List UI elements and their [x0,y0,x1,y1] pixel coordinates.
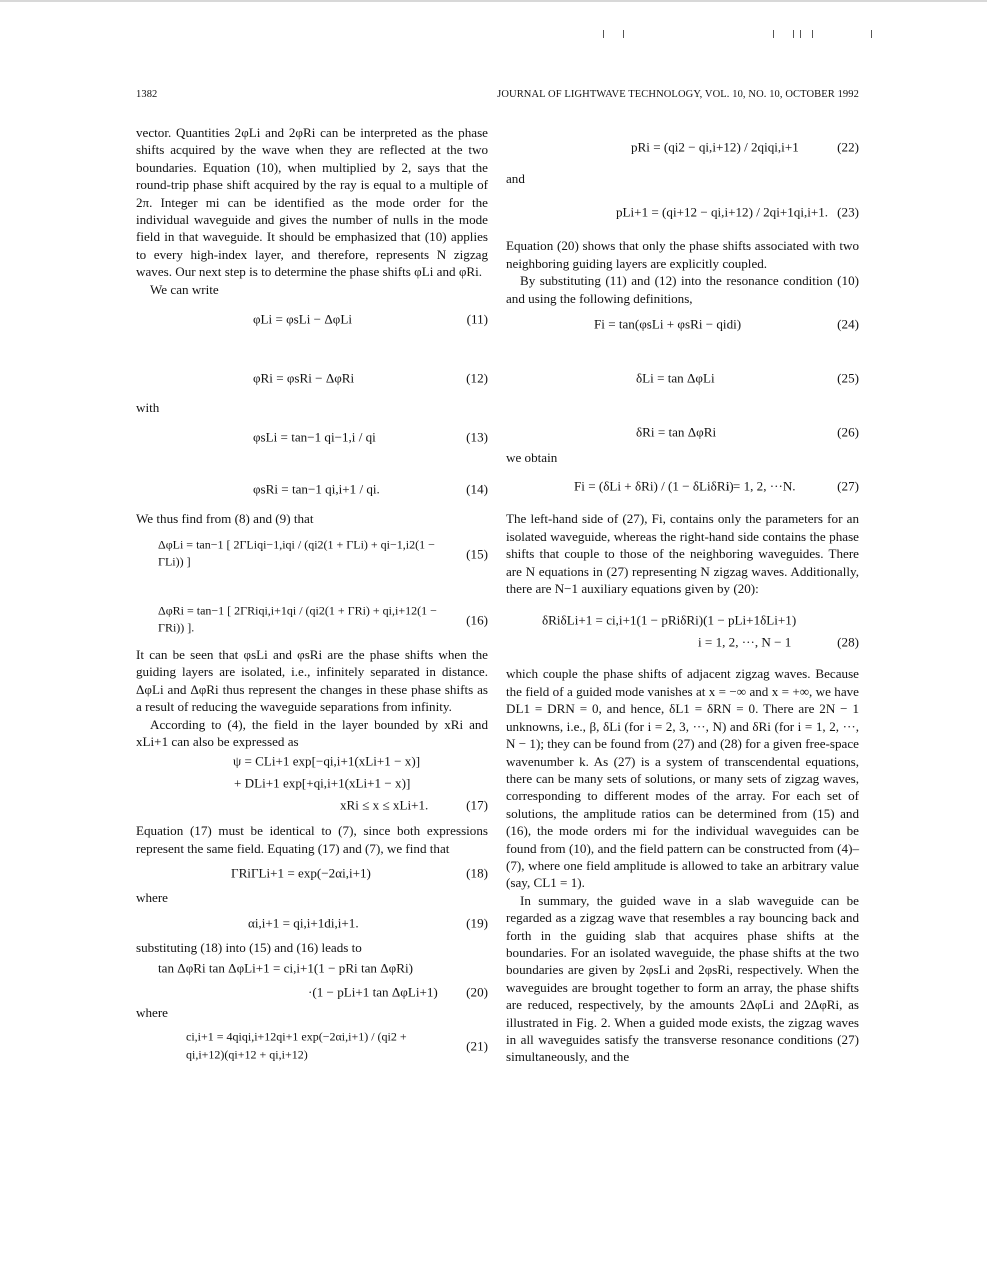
paragraph: By substituting (11) and (12) into the resonance condition (10) and using the following definitions, [506,273,859,306]
equation-23: pLi+1 = (qi+12 − qi,i+12) / 2qi+1qi,i+1. (23) [616,204,859,220]
scan-mark [623,30,624,38]
paragraph: The left-hand side of (27), Fi, contains only the parameters for an isolated waveguide, whereas the right-hand side contains the phase shifts that couple to those of the neighboring waveguides. There are N equations in (27) representing N zigzag waves. Additionally, there are N−1 auxiliary equations given by (20): [506,511,859,597]
page-top-rule [0,0,987,2]
paragraph: We thus find from (8) and (9) that [136,511,314,527]
paragraph: where [136,1004,168,1020]
equation-28: δRiδLi+1 = ci,i+1(1 − pRiδRi)(1 − pLi+1δLi+1) [542,612,797,628]
equation-21: ci,i+1 = 4qiqi,i+12qi+1 exp(−2αi,i+1) / (qi2 + qi,i+12)(qi+12 + qi,i+12) (21) [186,1029,488,1062]
right-column [506,124,859,1066]
equation-25: δLi = tan ΔφLi (25) [636,370,859,386]
equation-14: φsRi = tan−1 qi,i+1 / qi. (14) [253,481,488,497]
equation-17: ψ = CLi+1 exp[−qi,i+1(xLi+1 − x)] [233,753,421,769]
page-number: 1382 [136,89,158,100]
equation-28: i = 1, 2, ···, N − 1 (28) [698,634,859,650]
equation-13: φsLi = tan−1 qi−1,i / qi (13) [253,429,488,445]
journal-header: JOURNAL OF LIGHTWAVE TECHNOLOGY, VOL. 10, NO. 10, OCTOBER 1992 [497,89,859,100]
equation-17: + DLi+1 exp[+qi,i+1(xLi+1 − x)] [234,775,411,791]
paragraph: and [506,171,525,186]
equation-16: ΔφRi = tan−1 [ 2ΓRiqi,i+1qi / (qi2(1 + ΓRi) + qi,i+12(1 − ΓRi)) ]. (16) [158,603,488,635]
left-column [136,124,488,1071]
equation-24: Fi = tan(φsLi + φsRi − qidi) (24) [594,316,859,332]
paragraph: where [136,890,168,906]
equation-20: ·(1 − pLi+1 tan ΔφLi+1) (20) [308,984,488,1000]
equation-11: φLi = φsLi − ΔφLi (11) [253,311,488,327]
equation-18: ΓRiΓLi+1 = exp(−2αi,i+1) (18) [231,865,488,881]
scan-mark [603,30,604,38]
paragraph: We can write [150,281,219,297]
equation-12: φRi = φsRi − ΔφRi (12) [253,370,488,386]
scan-mark [793,30,794,38]
equation-17: xRi ≤ x ≤ xLi+1. (17) [340,797,488,813]
equation-22: pRi = (qi2 − qi,i+12) / 2qiqi,i+1 (22) [631,139,859,155]
equation-27: Fi = (δLi + δRi) / (1 − δLiδRi) i = 1, 2, ···N. (27) [574,478,859,494]
paragraph: vector. Quantities 2φLi and 2φRi can be interpreted as the phase shifts acquired by the wave when they are reflected at the two boundaries. Equation (10), when multiplied by 2, says that the round-trip phase shift acquired by the ray is equal to a multiple of 2π. Integer mi can be identified as the mode order for the individual waveguide and gives the number of nulls in the mode field in that waveguide. It should be emphasized that (10) applies to every high-index layer, and therefore, represents N zigzag waves. Our next step is to determine the phase shifts φLi and φRi. [136,125,488,280]
scan-mark [812,30,813,38]
equation-26: δRi = tan ΔφRi (26) [636,424,859,440]
scan-mark [800,30,801,38]
scan-mark [773,30,774,38]
paragraph: substituting (18) into (15) and (16) leads to [136,939,362,955]
equation-20: tan ΔφRi tan ΔφLi+1 = ci,i+1(1 − pRi tan ΔφRi) [158,960,413,976]
equation-15: ΔφLi = tan−1 [ 2ΓLiqi−1,iqi / (qi2(1 + ΓLi) + qi−1,i2(1 − ΓLi)) ] (15) [158,537,488,569]
paragraph: It can be seen that φsLi and φsRi are the phase shifts when the guiding layers are isolated, i.e., infinitely separated in distance. ΔφLi and ΔφRi thus represent the changes in these phase shifts as a result of reducing the waveguide separations from infinity. [136,646,488,715]
paragraph: with [136,400,160,416]
paragraph: which couple the phase shifts of adjacent zigzag waves. Because the field of a guided mode vanishes at x = −∞ and x = +∞, we have DL1 = DRN = 0, and hence, δL1 = δRN = 0. There are 2N − 1 unknowns, i.e., β, δLi (for i = 2, 3, ···, N) and δRi (for i = 1, 2, ···, N − 1); they can be found from (27) and (28) for a given free-space wavenumber k. As (27) is a system of transcendental equations, there can be many sets of solutions, or many sets of zigzag waves, corresponding to different modes of the array. For each set of solutions, the amplitude ratios can be determined from (15) and (16), the mode orders mi for the individual waveguides can be found from (10), and the field pattern can be constructed from (4)–(7), where one field amplitude is allowed to take an arbitrary value (say, CL1 = 1). [506,666,859,891]
scan-mark [871,30,872,38]
paragraph: In summary, the guided wave in a slab waveguide can be regarded as a zigzag wave that resembles a ray bouncing back and forth in the guiding slab that acquires phase shifts at the boundaries. For an isolated waveguide, the phase shifts at the two boundaries are given by 2φsLi and 2φsRi, respectively. When the waveguides are brought together to form an array, the phase shifts are reduced, respectively, by the amounts 2ΔφLi and 2ΔφRi, as illustrated in Fig. 2. When a guided mode exists, the zigzag waves in all waveguides satisfy the transverse resonance conditions (27) simultaneously, and the [506,892,859,1065]
equation-19: αi,i+1 = qi,i+1di,i+1. (19) [248,914,488,930]
paragraph: we obtain [506,450,558,466]
paragraph: Equation (17) must be identical to (7), since both expressions represent the same field. Equating (17) and (7), we find that [136,823,488,856]
paragraph: Equation (20) shows that only the phase shifts associated with two neighboring guiding layers are explicitly coupled. [506,238,859,271]
paragraph: According to (4), the field in the layer bounded by xRi and xLi+1 can also be expressed as [136,716,488,749]
